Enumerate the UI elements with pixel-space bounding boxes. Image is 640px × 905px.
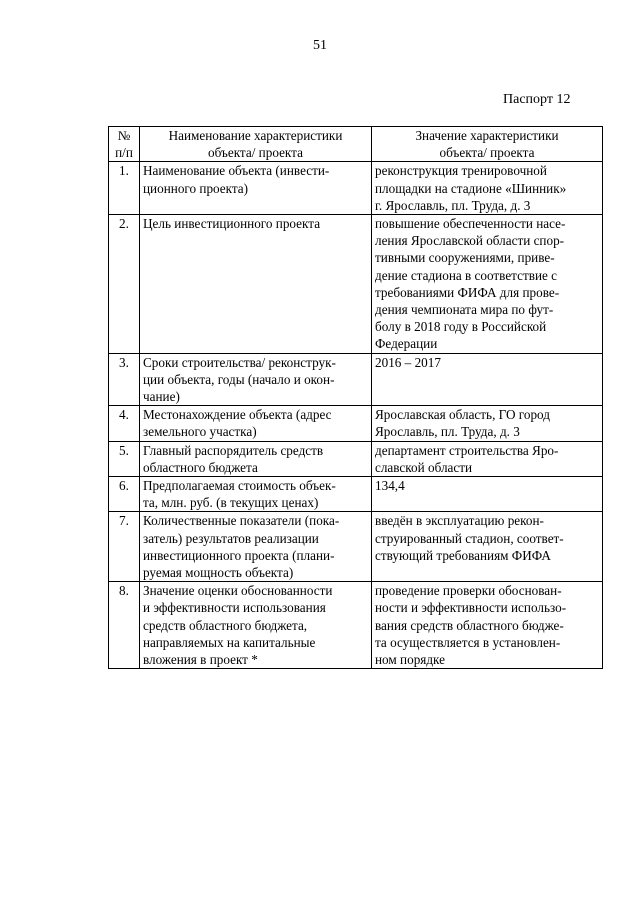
row-name: Предполагаемая стоимость объек- та, млн. руб. (в текущих ценах) (140, 477, 372, 512)
row-number: 3. (109, 353, 140, 406)
row-name: Цель инвестиционного проекта (140, 215, 372, 354)
row-value: Ярославская область, ГО город Ярославль, пл. Труда, д. 3 (372, 406, 603, 441)
table-row (109, 162, 603, 215)
row-value: департамент строительства Яро- славской области (372, 441, 603, 476)
header-num: № п/п (109, 127, 140, 162)
table-row (109, 477, 603, 512)
row-number: 2. (109, 215, 140, 354)
row-name: Значение оценки обоснованности и эффективности использования средств областного бюджета, направляемых на капитальные вложения в проект * (140, 582, 372, 669)
table-row (109, 353, 603, 406)
row-value: 134,4 (372, 477, 603, 512)
row-value: введён в эксплуатацию рекон- струированный стадион, соответ- ствующий требованиям ФИФА (372, 512, 603, 582)
row-name: Местонахождение объекта (адрес земельного участка) (140, 406, 372, 441)
row-number: 6. (109, 477, 140, 512)
table-row (109, 215, 603, 354)
row-value: проведение проверки обоснован- ности и эффективности использо- вания средств областного бюдже- та осуществляется в установлен- ном порядке (372, 582, 603, 669)
row-number: 7. (109, 512, 140, 582)
row-name: Главный распорядитель средств областного бюджета (140, 441, 372, 476)
passport-label: Паспорт 12 (503, 92, 571, 107)
row-name: Количественные показатели (пока- затель) результатов реализации инвестиционного проекта (плани- руемая мощность объекта) (140, 512, 372, 582)
row-value: повышение обеспеченности насе- ления Ярославской области спор- тивными сооружениями, приве- дение стадиона в соответствие с требованиями ФИФА для прове- дения чемпионата мира по фут- болу в 2018 году в Российской Федерации (372, 215, 603, 354)
table-row (109, 512, 603, 582)
row-value: реконструкция тренировочной площадки на стадионе «Шинник» г. Ярославль, пл. Труда, д. 3 (372, 162, 603, 215)
row-value: 2016 – 2017 (372, 353, 603, 406)
table-row (109, 582, 603, 669)
table-row (109, 441, 603, 476)
header-name: Наименование характеристики объекта/ проекта (140, 127, 372, 162)
passport-table (108, 126, 603, 669)
row-number: 1. (109, 162, 140, 215)
table-row (109, 406, 603, 441)
page-number: 51 (313, 38, 327, 53)
header-value: Значение характеристики объекта/ проекта (372, 127, 603, 162)
row-name: Наименование объекта (инвести- ционного проекта) (140, 162, 372, 215)
row-number: 8. (109, 582, 140, 669)
table-header-row (109, 127, 603, 162)
row-number: 4. (109, 406, 140, 441)
row-number: 5. (109, 441, 140, 476)
row-name: Сроки строительства/ реконструк- ции объекта, годы (начало и окон- чание) (140, 353, 372, 406)
